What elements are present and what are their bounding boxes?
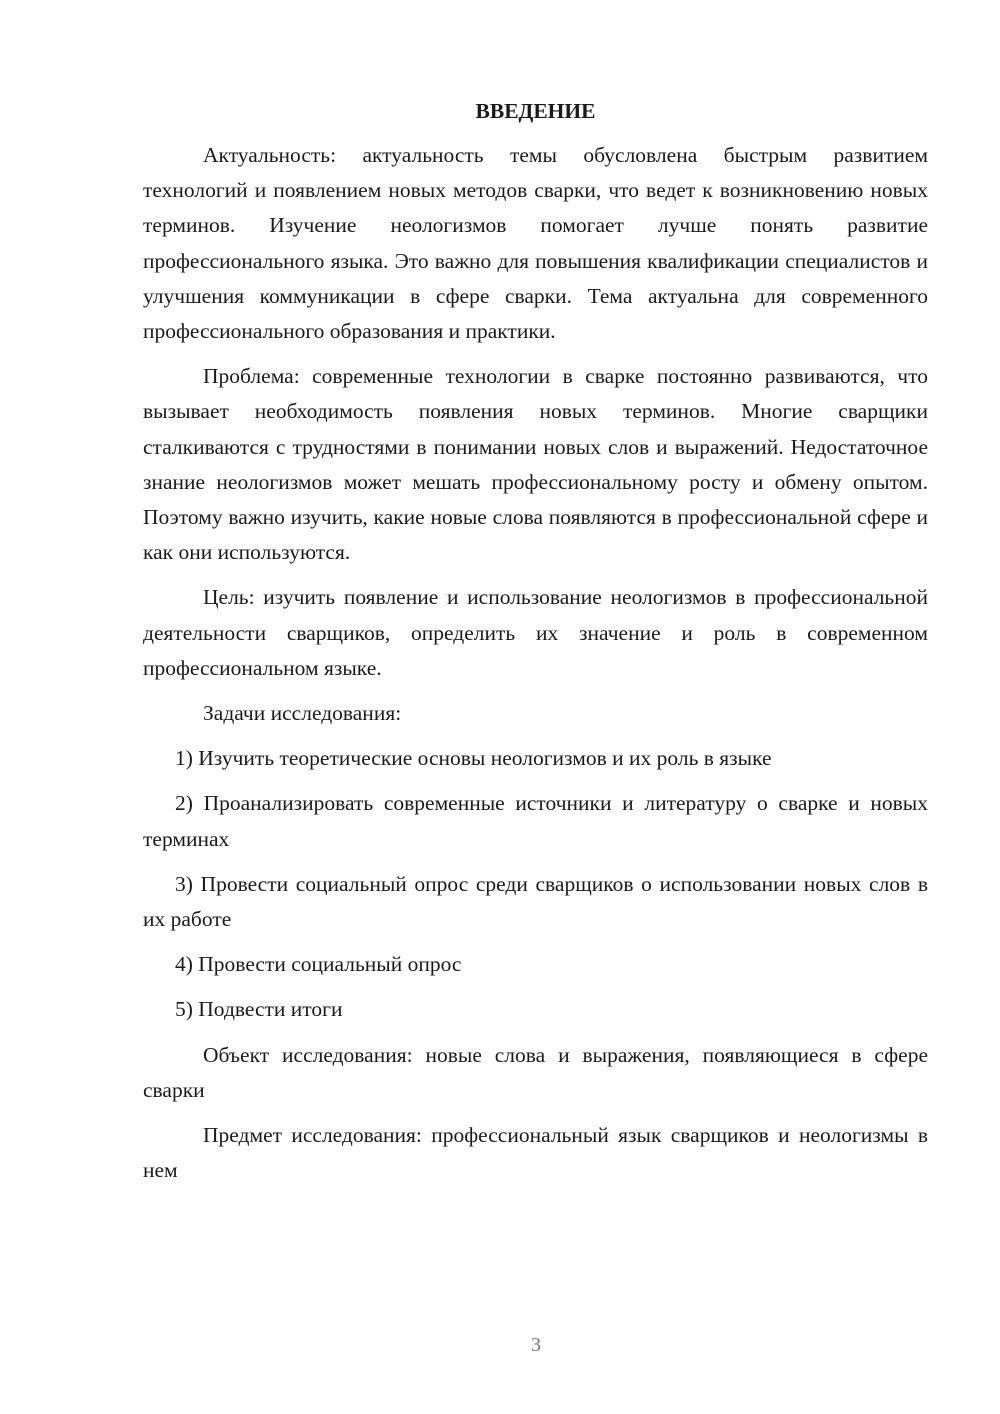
page-number: 3	[531, 1334, 541, 1356]
problem-paragraph: Проблема: современные технологии в сварке постоянно развиваются, что вызывает необходимость появления новых терминов. Многие сварщики сталкиваются с трудностями в понимании новых слов и выражений. Недостаточное знание неологизмов может мешать профессиональному росту и обмену опытом. Поэтому важно изучить, какие новые слова появляются в профессиональной сфере и как они используются.	[143, 364, 928, 565]
subject-paragraph: Предмет исследования: профессиональный язык сварщиков и неологизмы в нем	[143, 1123, 928, 1183]
task-item-3: 3) Провести социальный опрос среди сварщиков о использовании новых слов в их работе	[143, 871, 928, 932]
document-heading: ВВЕДЕНИЕ	[475, 99, 596, 123]
relevance-paragraph: Актуальность: актуальность темы обусловлена быстрым развитием технологий и появлением новых методов сварки, что ведет к возникновению новых терминов. Изучение неологизмов помогает лучше понять развитие профессионального языка. Это важно для повышения квалификации специалистов и улучшения коммуникации в сфере сварки. Тема актуальна для современного профессионального образования и практики.	[143, 143, 928, 344]
page-number-container	[0, 1334, 1000, 1357]
task-item-2: 2) Проанализировать современные источники и литературу о сварке и новых терминах	[143, 791, 928, 851]
task-item-4: 4) Провести социальный опрос	[175, 952, 462, 977]
task-item-1: 1) Изучить теоретические основы неологизмов и их роль в языке	[175, 746, 772, 771]
task-item-5: 5) Подвести итоги	[175, 997, 343, 1022]
goal-paragraph: Цель: изучить появление и использование неологизмов в профессиональной деятельности сварщиков, определить их значение и роль в современном профессиональном языке.	[143, 585, 928, 680]
document-body	[143, 96, 928, 1198]
tasks-title: Задачи исследования:	[203, 701, 402, 726]
object-paragraph: Объект исследования: новые слова и выражения, появляющиеся в сфере сварки	[143, 1042, 928, 1102]
